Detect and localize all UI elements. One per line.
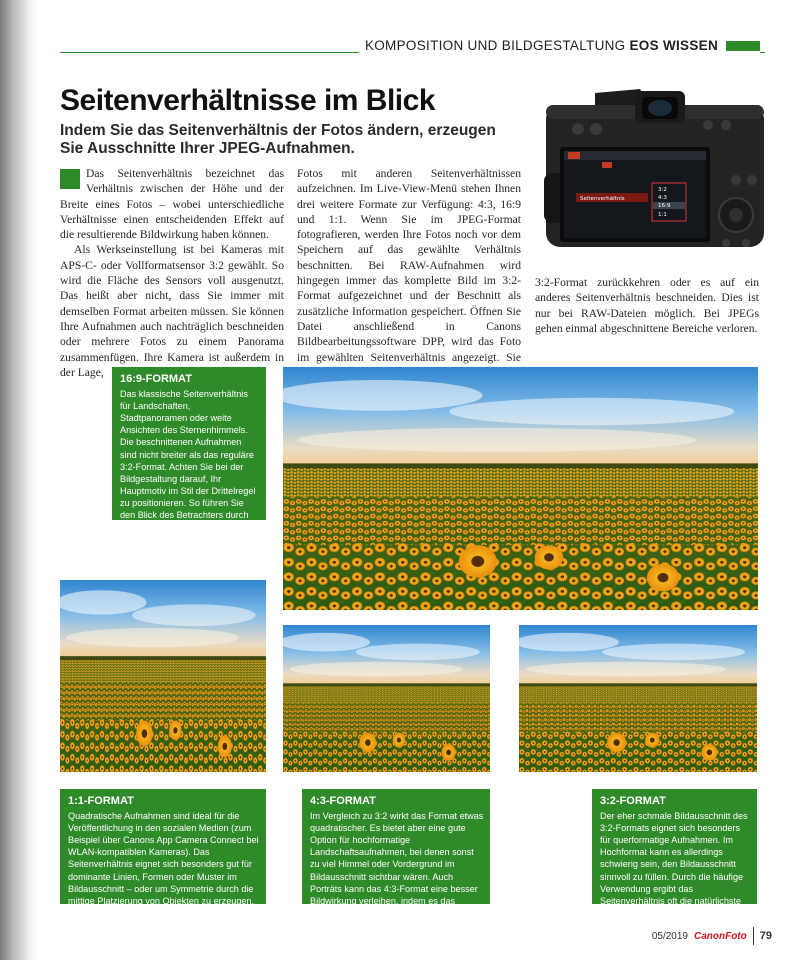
body-column-2 xyxy=(297,166,521,380)
camera-menu-option-selected: 16:9 xyxy=(658,203,671,209)
info-box-text: Der eher schmale Bildausschnitt des 3:2-Formats eignet sich besonders für querformatige Aufnahmen. Im Hochformat kann es allerdings schwierig sein, den Bildausschnitt sinnvoll zu füllen. Durch die häufige Verwendung ergibt das Seitenverhältnis oft die natürlichste Bildwirkung. xyxy=(600,811,748,918)
camera-menu-option: 3:2 xyxy=(658,187,667,193)
body-paragraph xyxy=(60,166,284,242)
camera-menu-label: Seitenverhältnis xyxy=(580,196,625,202)
paragraph-text: Das Seitenverhältnis bezeichnet das Verhältnis zwischen der Höhe und der Breite eines Fotos – wobei unterschiedliche Verhältnisse einen entscheidenden Effekt auf die resultierende Bildwirkung haben können. xyxy=(60,167,284,242)
body-paragraph: Als Werkseinstellung ist bei Kameras mit APS-C- oder Vollformatsensor 3:2 gewählt. So wird die Fläche des Sensors voll ausgenutzt. Das heißt aber nicht, dass Sie immer mit demselben Format arbeiten müssen. Sie können Ihre Aufnahmen auch nachträglich beschneiden oder mehrere Fotos zu einem Panorama zusammenfügen. Ihre Kamera ist außerdem in der Lage, xyxy=(60,243,284,379)
sunflower-photo-1-1 xyxy=(60,580,266,772)
camera-menu-option: 1:1 xyxy=(658,212,667,218)
page-number: 79 xyxy=(759,930,772,942)
body-paragraph: Fotos mit anderen Seitenverhältnissen aufzeichnen. Im Live-View-Menü stehen Ihnen drei weitere Formate zur Verfügung: 4:3, 16:9 und 1:1. Wenn Sie im JPEG-Format fotografieren, werden Ihre Fotos noch vor dem Speichern auf das gewählte Verhältnis beschnitten. Bei RAW-Aufnahmen wird hingegen immer das komplette Bild im 3:2-Format aufgezeichnet und der Beschnitt als zusätzliche Information gespeichert. Öffnen Sie Datei anschließend in Canons Bildbearbeitungssoftware DPP, wird das Foto im gewählten Seitenverhältnis angezeigt. Sie xyxy=(297,167,521,364)
info-box-4-3 xyxy=(302,789,490,918)
info-box-3-2 xyxy=(592,789,757,918)
camera-back-illustration xyxy=(540,85,770,255)
info-box-title: 4:3-FORMAT xyxy=(310,795,376,807)
sunflower-photo-3-2 xyxy=(519,625,757,772)
body-column-1 xyxy=(60,166,284,380)
info-box-title: 3:2-FORMAT xyxy=(600,795,666,807)
body-column-3 xyxy=(535,275,759,336)
body-paragraph: 3:2-Format zurückkehren oder es auf ein anderes Seitenverhältnis beschneiden. Dies ist nur bei RAW-Dateien möglich. Bei JPEGs gehen einmal abgeschnittene Bereiche verloren. xyxy=(535,276,759,335)
initial-square-marker xyxy=(60,169,80,189)
camera-menu-option: 4:3 xyxy=(658,195,667,201)
info-box-text: Quadratische Aufnahmen sind ideal für die Veröffentlichung in den sozialen Medien (zum Beispiel über Canons App Camera Connect bei WLAN-kompatiblen Kameras). Das Seitenverhältnis eignet sich besonders gut für dominante Linien, Formen oder Muster im Bildausschnitt – oder um Symmetrie durch die mittige Platzierung von Objekten zu erzeugen. xyxy=(68,811,259,906)
running-header xyxy=(359,38,760,53)
sunflower-photo-4-3 xyxy=(283,625,490,772)
magazine-logo: CanonFoto xyxy=(693,930,747,942)
issue-date: 05/2019 xyxy=(651,930,688,942)
sunflower-photo-16-9 xyxy=(283,367,758,610)
info-box-text: Das klassische Seitenverhältnis für Landschaften, Stadtpanoramen oder weite Ansichten des Sternenhimmels. Die beschnittenen Aufnahmen sind nicht breiter als das reguläre 3:2-Format. Achten Sie bei der Bildgestaltung darauf, Ihr Hauptmotiv im Stil der Drittelregel zu positionieren. So führen Sie den Blick des Betrachters durch das gesamte Foto. xyxy=(120,389,256,533)
article-subtitle: Indem Sie das Seitenverhältnis der Fotos ändern, erzeugen Sie Ausschnitte Ihrer JPEG-Aufnahmen. xyxy=(60,122,496,157)
header-section-bold: EOS WISSEN xyxy=(629,38,718,53)
header-accent-bar xyxy=(726,41,760,51)
info-box-1-1 xyxy=(60,789,266,904)
article-title: Seitenverhältnisse im Blick xyxy=(60,84,436,117)
page-gutter-shadow xyxy=(0,0,38,960)
info-box-text: Im Vergleich zu 3:2 wirkt das Format etwas quadratischer. Es bietet aber eine gute Option für hochformatige Landschaftsaufnahmen, bei denen sonst zu viel Himmel oder Vordergrund im Bildausschnitt sichtbar wären. Auch Porträts kann das 4:3-Format eine besser Bildwirkung verleihen, indem es das Hauptmotiv hervorhebt. xyxy=(310,811,484,918)
info-box-title: 1:1-FORMAT xyxy=(68,795,134,807)
footer-divider xyxy=(753,927,754,945)
info-box-title: 16:9-FORMAT xyxy=(120,373,192,385)
header-section: KOMPOSITION UND BILDGESTALTUNG xyxy=(364,38,626,53)
page-footer xyxy=(652,927,772,945)
info-box-16-9 xyxy=(112,367,266,533)
